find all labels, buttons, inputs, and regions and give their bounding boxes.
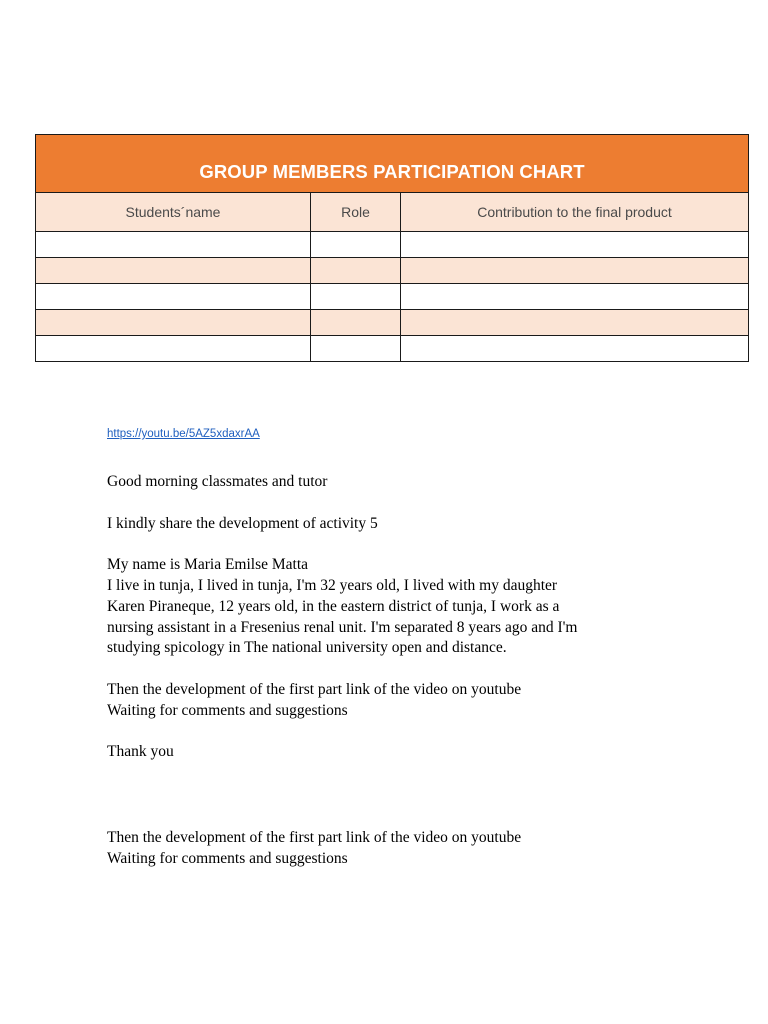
development-paragraph	[107, 680, 707, 722]
table-cell[interactable]	[311, 232, 401, 258]
participation-chart	[35, 134, 749, 362]
development-paragraph-repeat	[107, 828, 707, 870]
intro-line: studying spicology in The national university open and distance.	[107, 639, 507, 657]
column-header-contribution: Contribution to the final product	[401, 193, 749, 232]
development-line: Then the development of the first part link of the video on youtube	[107, 828, 522, 846]
table-cell[interactable]	[401, 232, 749, 258]
table-row	[36, 336, 749, 362]
table-cell[interactable]	[311, 336, 401, 362]
table-cell[interactable]	[311, 310, 401, 336]
share-text: I kindly share the development of activity 5	[107, 514, 378, 532]
table-cell[interactable]	[311, 258, 401, 284]
table-cell[interactable]	[401, 284, 749, 310]
chart-header-row	[36, 193, 749, 232]
table-cell[interactable]	[36, 284, 311, 310]
intro-paragraph	[107, 555, 707, 659]
table-row	[36, 310, 749, 336]
youtube-link[interactable]: https://youtu.be/5AZ5xdaxrAA	[107, 428, 260, 440]
comments-line: Waiting for comments and suggestions	[107, 849, 348, 867]
thanks-paragraph	[107, 742, 707, 763]
thanks-text: Thank you	[107, 743, 174, 761]
table-cell[interactable]	[36, 310, 311, 336]
table-cell[interactable]	[401, 336, 749, 362]
intro-line: My name is Maria Emilse Matta	[107, 556, 309, 574]
intro-line: I live in tunja, I lived in tunja, I'm 32 years old, I lived with my daughter	[107, 576, 558, 594]
development-line: Then the development of the first part link of the video on youtube	[107, 680, 522, 698]
comments-line: Waiting for comments and suggestions	[107, 701, 348, 719]
greeting-paragraph	[107, 472, 707, 493]
column-header-role: Role	[311, 193, 401, 232]
table-row	[36, 232, 749, 258]
column-header-students-name: Students´name	[36, 193, 311, 232]
table-cell[interactable]	[401, 310, 749, 336]
table-cell[interactable]	[401, 258, 749, 284]
greeting-text: Good morning classmates and tutor	[107, 473, 328, 490]
intro-line: Karen Piraneque, 12 years old, in the eastern district of tunja, I work as a	[107, 597, 560, 615]
chart-title: GROUP MEMBERS PARTICIPATION CHART	[36, 135, 749, 193]
share-paragraph	[107, 514, 707, 535]
table-cell[interactable]	[311, 284, 401, 310]
intro-line: nursing assistant in a Fresenius renal unit. I'm separated 8 years ago and I'm	[107, 618, 578, 636]
table-cell[interactable]	[36, 336, 311, 362]
table-cell[interactable]	[36, 258, 311, 284]
table-row	[36, 258, 749, 284]
message-body	[107, 426, 707, 890]
table-row	[36, 284, 749, 310]
table-cell[interactable]	[36, 232, 311, 258]
spacer	[107, 784, 707, 828]
